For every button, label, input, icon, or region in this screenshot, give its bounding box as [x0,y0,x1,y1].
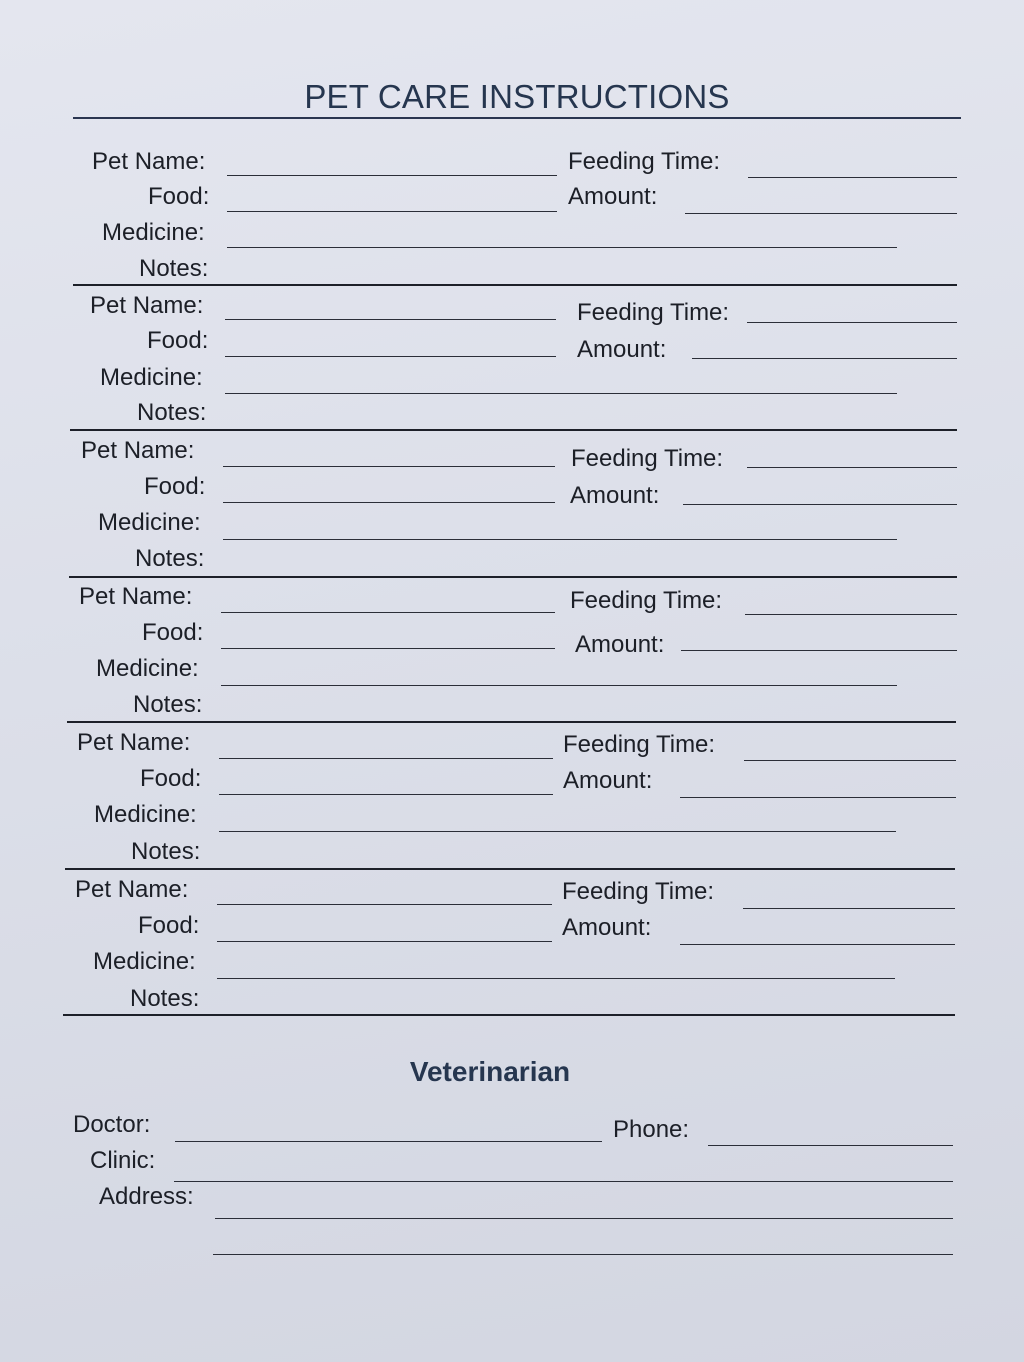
pet-name-label: Pet Name: [75,876,189,903]
pet-name-line[interactable] [219,758,553,759]
amount-line[interactable] [692,358,957,359]
medicine-label: Medicine: [96,655,199,682]
feeding-time-line[interactable] [743,908,955,909]
amount-label: Amount: [570,482,660,509]
pet-name-line[interactable] [217,904,552,905]
feeding-time-label: Feeding Time: [563,731,716,758]
feeding-time-label: Feeding Time: [571,445,724,472]
medicine-line[interactable] [223,539,897,540]
doctor-line[interactable] [175,1141,602,1142]
medicine-label: Medicine: [93,948,196,975]
medicine-line[interactable] [225,393,897,394]
pet-entry-1 [0,140,900,285]
amount-label: Amount: [577,336,667,363]
phone-label: Phone: [613,1116,690,1143]
feeding-time-label: Feeding Time: [570,587,723,614]
pet-name-label: Pet Name: [90,292,204,319]
medicine-label: Medicine: [102,219,205,246]
food-line[interactable] [223,502,555,503]
amount-label: Amount: [562,914,652,941]
pet-name-label: Pet Name: [81,437,195,464]
food-label: Food: [142,619,204,646]
food-label: Food: [138,912,200,939]
feeding-time-line[interactable] [748,177,957,178]
notes-label: Notes: [133,691,203,718]
medicine-line[interactable] [227,247,897,248]
title-underline [73,117,961,119]
pet-entry-3 [0,430,900,575]
food-line[interactable] [225,356,556,357]
clinic-label: Clinic: [90,1147,156,1174]
food-line[interactable] [219,794,553,795]
food-label: Food: [144,473,206,500]
pet-name-line[interactable] [225,319,556,320]
address-line-1[interactable] [215,1218,953,1219]
amount-label: Amount: [563,767,653,794]
feeding-time-label: Feeding Time: [568,148,721,175]
amount-label: Amount: [575,631,665,658]
medicine-line[interactable] [219,831,896,832]
pet-name-label: Pet Name: [92,148,206,175]
medicine-line[interactable] [217,978,895,979]
pet-name-line[interactable] [221,612,555,613]
veterinarian-heading: Veterinarian [409,1056,571,1087]
feeding-time-label: Feeding Time: [562,878,715,905]
amount-line[interactable] [683,504,957,505]
medicine-label: Medicine: [94,801,197,828]
notes-label: Notes: [131,838,201,865]
notes-label: Notes: [130,985,200,1012]
food-label: Food: [147,327,209,354]
medicine-line[interactable] [221,685,897,686]
phone-line[interactable] [708,1145,953,1146]
address-label: Address: [99,1183,194,1210]
medicine-label: Medicine: [100,364,203,391]
amount-line[interactable] [685,213,957,214]
page-title: PET CARE INSTRUCTIONS [304,78,730,115]
pet-entry-4 [0,576,900,721]
food-label: Food: [148,183,210,210]
section-divider [63,1014,955,1016]
medicine-label: Medicine: [98,509,201,536]
amount-line[interactable] [680,944,955,945]
doctor-label: Doctor: [73,1111,151,1138]
notes-label: Notes: [139,255,209,282]
feeding-time-line[interactable] [747,467,957,468]
amount-label: Amount: [568,183,658,210]
clinic-line[interactable] [174,1181,953,1182]
amount-line[interactable] [680,797,956,798]
pet-name-line[interactable] [223,466,555,467]
feeding-time-line[interactable] [744,760,956,761]
pet-entry-2 [0,285,900,430]
feeding-time-line[interactable] [745,614,957,615]
food-label: Food: [140,765,202,792]
pet-name-line[interactable] [227,175,557,176]
pet-entry-6 [0,868,900,1013]
address-line-2[interactable] [213,1254,953,1255]
feeding-time-line[interactable] [747,322,957,323]
pet-entry-5 [0,722,900,867]
food-line[interactable] [227,211,557,212]
notes-label: Notes: [135,545,205,572]
pet-name-label: Pet Name: [77,729,191,756]
feeding-time-label: Feeding Time: [577,299,730,326]
pet-name-label: Pet Name: [79,583,193,610]
notes-label: Notes: [137,399,207,426]
amount-line[interactable] [681,650,957,651]
food-line[interactable] [221,648,555,649]
food-line[interactable] [217,941,552,942]
